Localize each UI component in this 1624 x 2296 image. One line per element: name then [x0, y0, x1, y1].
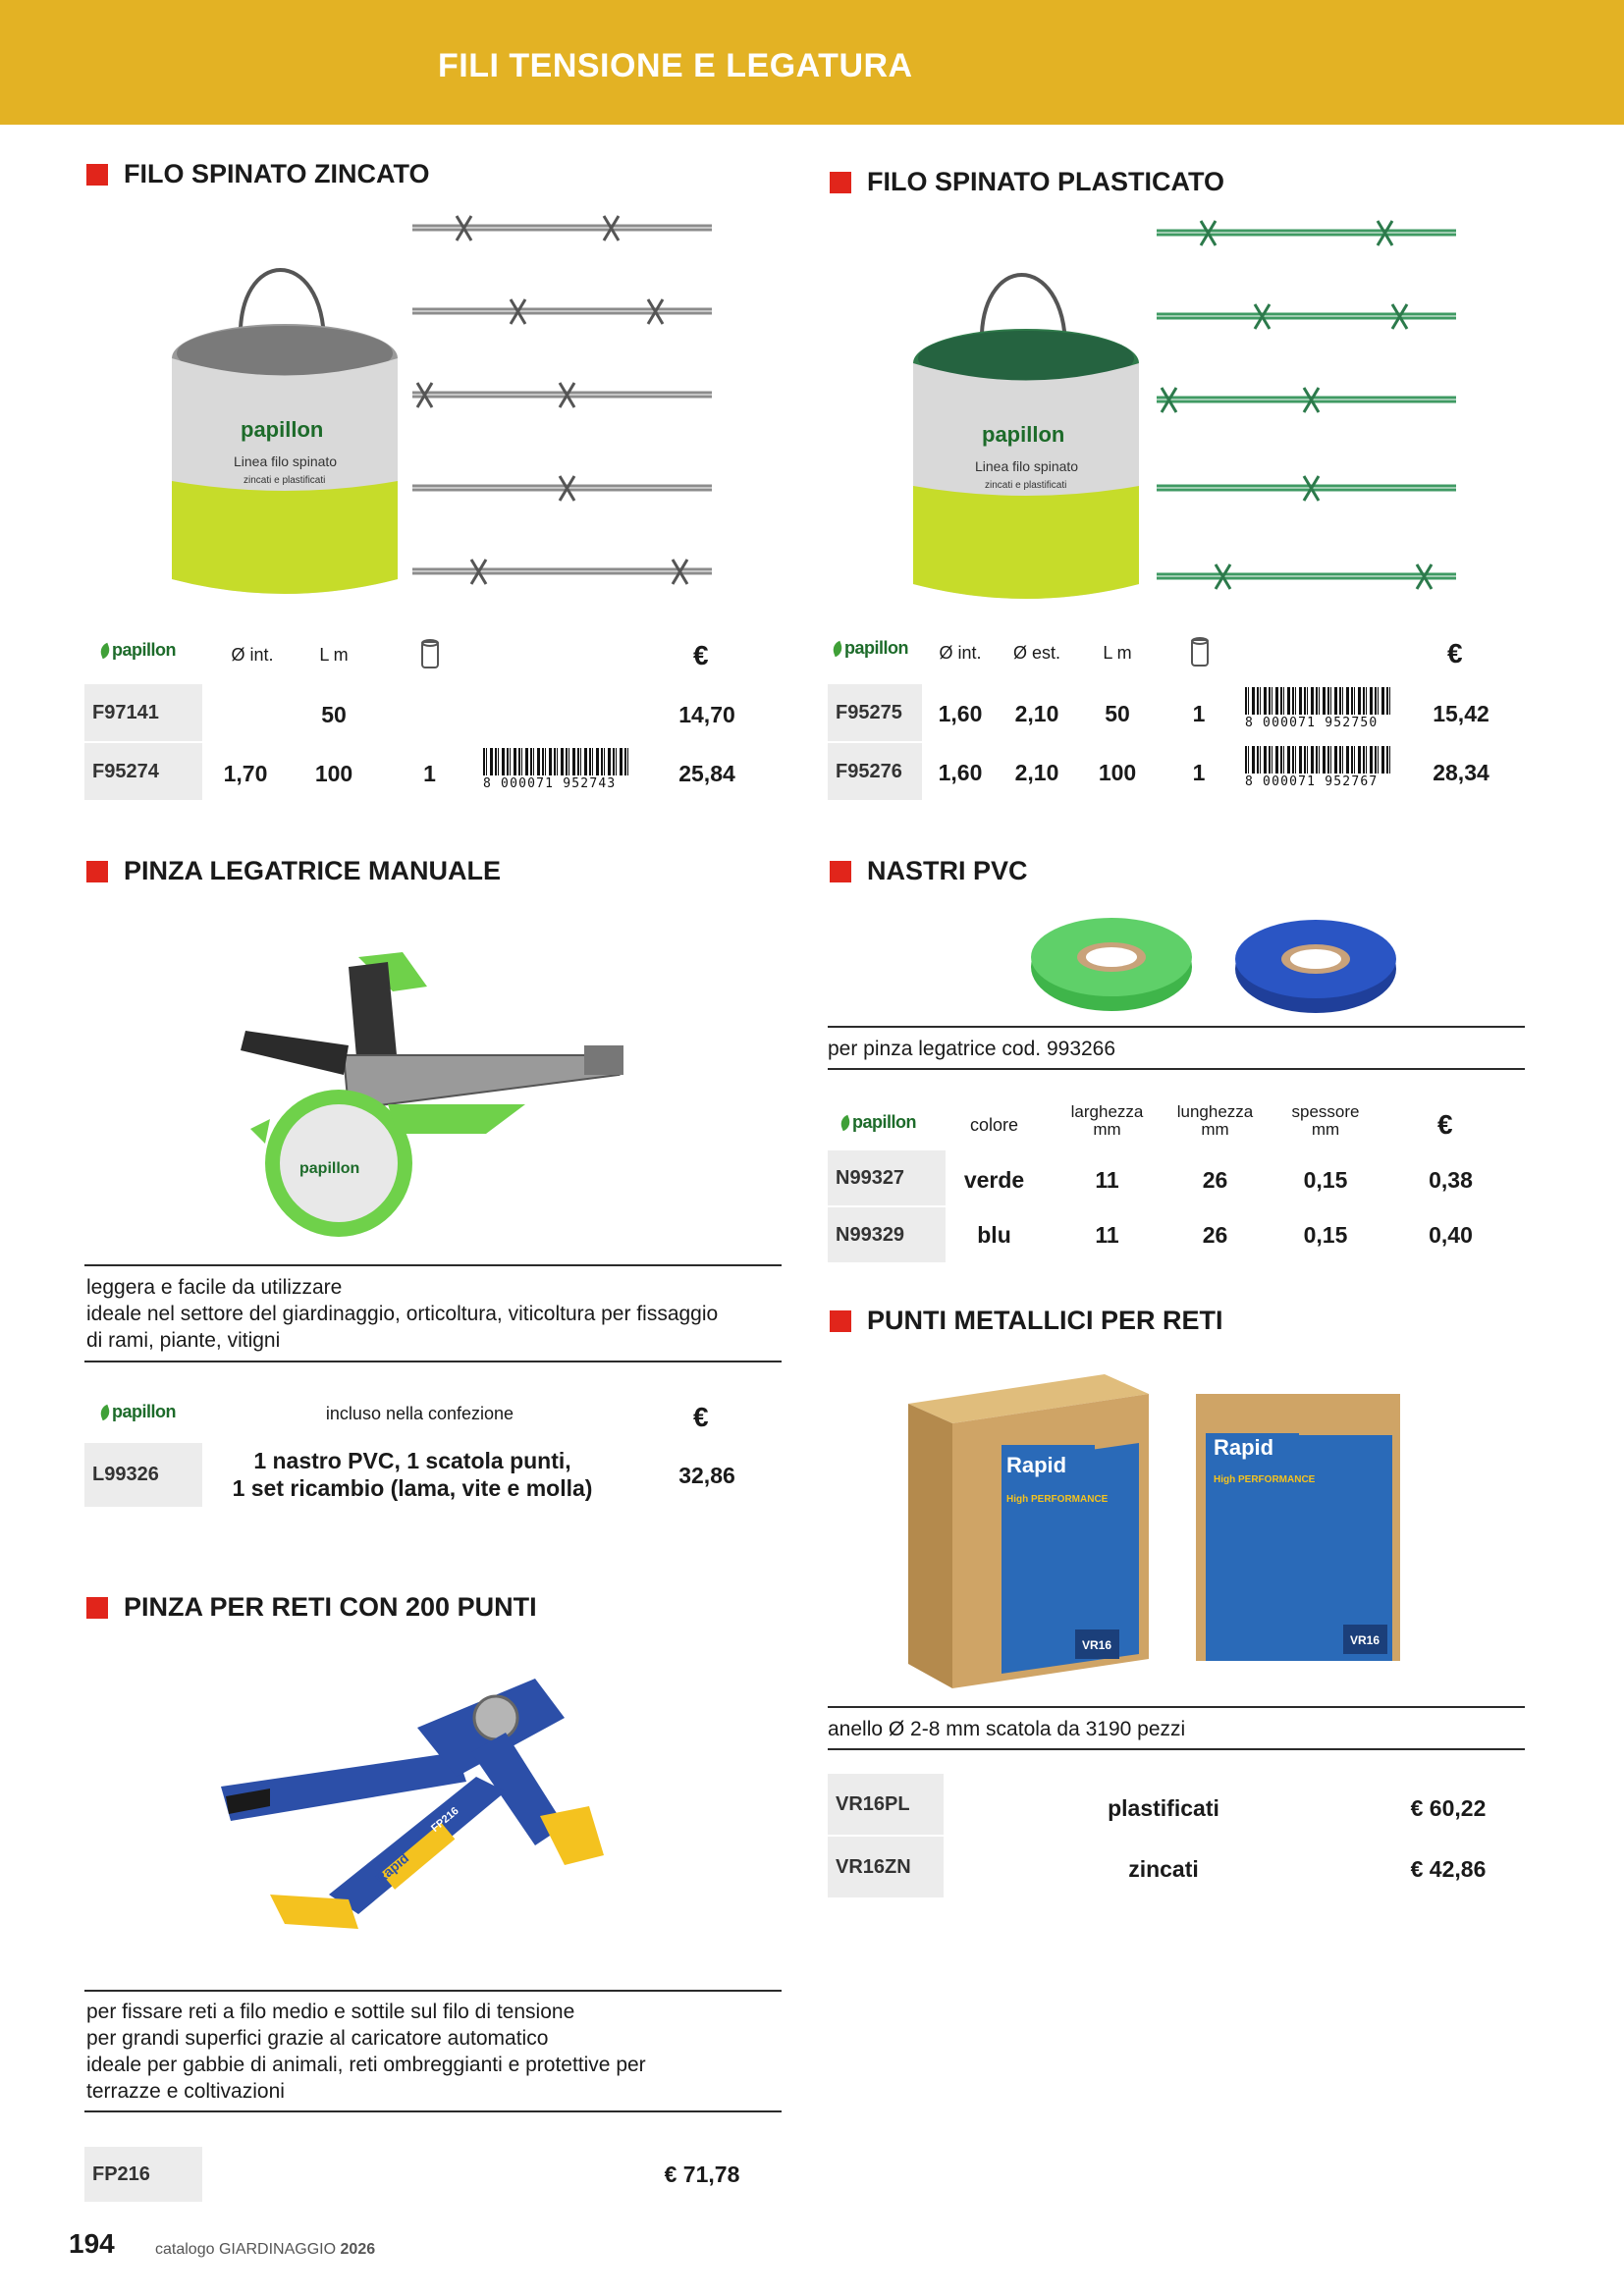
header-thickness: spessore mm — [1291, 1102, 1360, 1139]
divider — [828, 1706, 1525, 1708]
section-title-text: PINZA LEGATRICE MANUALE — [124, 856, 501, 885]
red-square-icon — [830, 861, 851, 882]
cell-price: 15,42 — [1433, 701, 1489, 726]
cell-qty: 1 — [423, 761, 436, 786]
cell-included-line-1: 1 nastro PVC, 1 scatola punti, — [253, 1448, 571, 1473]
coil-brand: papillon — [982, 422, 1065, 447]
cell-price: € 60,22 — [1410, 1795, 1487, 1821]
cell-diam-int: 1,60 — [938, 701, 983, 726]
barcode: 8 000071 952743 — [483, 748, 630, 791]
barbed-wire-coil-image — [167, 245, 403, 609]
description-punti: anello Ø 2-8 mm scatola da 3190 pezzi — [828, 1718, 1186, 1740]
euro-header: € — [1447, 638, 1463, 668]
divider — [828, 1068, 1525, 1070]
catalog-footer: catalogo GIARDINAGGIO 2026 — [155, 2241, 376, 2258]
coil-sub-text: zincati e plastificati — [244, 475, 326, 486]
cell-length: 100 — [314, 761, 353, 786]
header-length: L m — [319, 645, 349, 665]
section-title-pinza-legatrice — [86, 856, 501, 886]
table-row-code: F95274 — [84, 743, 202, 800]
table-row-code: F95275 — [828, 684, 922, 741]
mesh-plier-image — [211, 1659, 623, 1953]
section-title-nastri-pvc — [830, 856, 1028, 886]
table-row-code: VR16ZN — [828, 1837, 944, 1897]
papillon-logo: papillon — [100, 640, 176, 661]
divider — [84, 1264, 782, 1266]
red-square-icon — [830, 172, 851, 193]
cell-diam-est: 2,10 — [1014, 760, 1059, 785]
euro-header: € — [693, 640, 709, 670]
cell-color: blu — [977, 1222, 1011, 1248]
red-square-icon — [86, 1597, 108, 1619]
description-nastri: per pinza legatrice cod. 993266 — [828, 1038, 1116, 1060]
table-row-code: F95276 — [828, 743, 922, 800]
plier-brand: Rapid — [372, 1849, 412, 1887]
header-included: incluso nella confezione — [325, 1404, 514, 1423]
cell-diam-int: 1,60 — [938, 760, 983, 785]
divider — [84, 1990, 782, 1992]
cell-length: 100 — [1098, 760, 1137, 785]
section-title-plasticato — [830, 167, 1224, 197]
cell-price: 0,38 — [1429, 1167, 1473, 1193]
papillon-logo: papillon — [833, 638, 908, 659]
divider — [828, 1026, 1525, 1028]
coil-brand: papillon — [241, 417, 324, 442]
red-square-icon — [830, 1310, 851, 1332]
box-code: VR16 — [1082, 1638, 1112, 1652]
section-title-text: PINZA PER RETI CON 200 PUNTI — [124, 1592, 537, 1622]
cell-width: 11 — [1095, 1222, 1119, 1248]
divider — [84, 1361, 782, 1362]
header-color: colore — [969, 1115, 1019, 1135]
coil-quantity-icon — [1190, 636, 1210, 667]
header-diam-est: Ø est. — [1012, 643, 1060, 663]
euro-header: € — [1437, 1109, 1453, 1140]
cell-length: 50 — [321, 702, 347, 727]
barcode: 8 000071 952750 — [1245, 687, 1392, 730]
euro-header: € — [693, 1402, 709, 1432]
cell-price: 28,34 — [1433, 760, 1489, 785]
tying-tool-image — [231, 908, 643, 1232]
header-length: L m — [1103, 643, 1132, 663]
barbed-wire-strands-image — [412, 211, 717, 584]
box-sub: High PERFORMANCE — [1214, 1474, 1316, 1485]
box-sub: High PERFORMANCE — [1006, 1494, 1109, 1505]
cell-length: 26 — [1202, 1222, 1228, 1248]
pvc-tape-rolls-image — [1031, 913, 1404, 1011]
cell-price: 25,84 — [678, 761, 735, 786]
plier-model: FP216 — [429, 1804, 461, 1835]
section-title-zincato — [86, 159, 430, 189]
cell-length: 26 — [1202, 1167, 1228, 1193]
cell-price: 32,86 — [678, 1463, 735, 1488]
cell-included-line-2: 1 set ricambio (lama, vite e molla) — [232, 1475, 593, 1501]
staples-box-image — [908, 1374, 1173, 1688]
section-title-pinza-reti — [86, 1592, 537, 1623]
cell-thickness: 0,15 — [1303, 1167, 1348, 1193]
coil-line-text: Linea filo spinato — [234, 454, 338, 469]
header-width: larghezza mm — [1070, 1102, 1144, 1139]
red-square-icon — [86, 861, 108, 882]
coil-sub-text: zincati e plastificati — [985, 480, 1067, 491]
cell-width: 11 — [1095, 1167, 1119, 1193]
section-title-punti-metallici — [830, 1306, 1223, 1336]
green-wire-strands-image — [1157, 221, 1461, 594]
table-row-code: F97141 — [84, 684, 202, 741]
cell-price: € 71,78 — [664, 2162, 740, 2187]
cell-qty: 1 — [1192, 760, 1206, 785]
table-row-code: FP216 — [84, 2147, 202, 2202]
cell-price: 0,40 — [1429, 1222, 1473, 1248]
divider — [84, 2110, 782, 2112]
section-title-text: PUNTI METALLICI PER RETI — [867, 1306, 1223, 1335]
table-row-code: L99326 — [84, 1443, 202, 1507]
description-pinza-legatrice: leggera e facile da utilizzare ideale nel settore del giardinaggio, orticoltura, viticoltura per fissaggio di rami, piante, vitigni — [86, 1276, 719, 1352]
cell-length: 50 — [1105, 701, 1130, 726]
green-barbed-wire-coil-image — [908, 250, 1144, 614]
papillon-logo: papillon — [840, 1112, 916, 1133]
page-title: FILI TENSIONE E LEGATURA — [438, 47, 913, 84]
header-length: lunghezza mm — [1176, 1102, 1254, 1139]
box-code: VR16 — [1350, 1633, 1380, 1647]
section-title-text: FILO SPINATO ZINCATO — [124, 159, 430, 188]
header-diam-int: Ø int. — [939, 643, 982, 663]
table-row-code: N99327 — [828, 1150, 946, 1205]
red-square-icon — [86, 164, 108, 186]
cell-qty: 1 — [1192, 701, 1206, 726]
coil-quantity-icon — [420, 638, 440, 669]
section-title-text: FILO SPINATO PLASTICATO — [867, 167, 1225, 196]
coil-line-text: Linea filo spinato — [975, 458, 1079, 474]
staples-box-front-image — [1196, 1394, 1402, 1664]
box-brand: Rapid — [1214, 1435, 1274, 1460]
cell-color: verde — [963, 1167, 1025, 1193]
cell-type: zincati — [1128, 1856, 1199, 1882]
divider — [828, 1748, 1525, 1750]
tool-brand: papillon — [299, 1160, 360, 1177]
box-brand: Rapid — [1006, 1453, 1067, 1477]
cell-type: plastificati — [1108, 1795, 1219, 1821]
cell-diam-int: 1,70 — [223, 761, 268, 786]
barcode: 8 000071 952767 — [1245, 746, 1392, 789]
cell-price: € 42,86 — [1410, 1856, 1487, 1882]
table-row-code: VR16PL — [828, 1774, 944, 1835]
cell-diam-est: 2,10 — [1014, 701, 1059, 726]
cell-price: 14,70 — [678, 702, 735, 727]
table-row-code: N99329 — [828, 1207, 946, 1262]
papillon-logo: papillon — [100, 1402, 176, 1422]
header-diam-int: Ø int. — [231, 645, 274, 665]
page-number: 194 — [69, 2228, 115, 2259]
description-pinza-reti: per fissare reti a filo medio e sottile sul filo di tensione per grandi superfici grazie al caricatore automatico ideale per gabbie di animali, reti ombreggianti e protettive per terrazze e coltivazioni — [86, 2001, 646, 2103]
cell-thickness: 0,15 — [1303, 1222, 1348, 1248]
section-title-text: NASTRI PVC — [867, 856, 1028, 885]
